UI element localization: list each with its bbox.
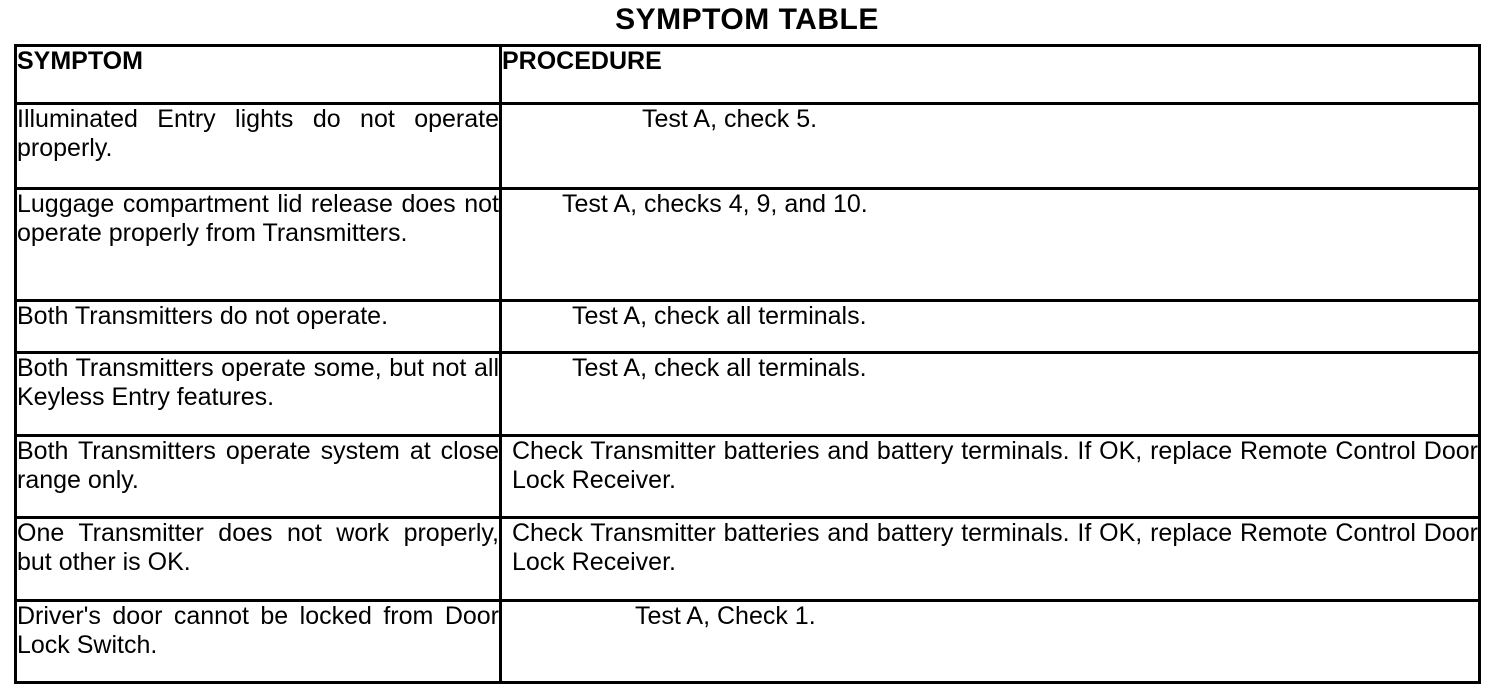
table-row bbox=[16, 104, 1480, 188]
symptom-cell: Both Transmitters operate some, but not all Keyless Entry features. bbox=[16, 353, 501, 435]
symptom-table bbox=[14, 44, 1481, 684]
procedure-cell: Test A, Check 1. bbox=[501, 600, 1480, 682]
procedure-cell: Check Transmitter batteries and battery terminals. If OK, replace Remote Control Door Lock Receiver. bbox=[501, 435, 1480, 517]
procedure-column-header: PROCEDURE bbox=[501, 46, 1480, 104]
page-title: SYMPTOM TABLE bbox=[615, 3, 879, 36]
symptom-cell: Both Transmitters do not operate. bbox=[16, 301, 501, 353]
procedure-cell: Test A, check 5. bbox=[501, 104, 1480, 188]
symptom-cell: Luggage compartment lid release does not operate properly from Transmitters. bbox=[16, 188, 501, 301]
table-row bbox=[16, 435, 1480, 517]
procedure-cell: Test A, checks 4, 9, and 10. bbox=[501, 188, 1480, 301]
symptom-cell: Driver's door cannot be locked from Door Lock Switch. bbox=[16, 600, 501, 682]
procedure-cell: Test A, check all terminals. bbox=[501, 301, 1480, 353]
table-row bbox=[16, 353, 1480, 435]
symptom-column-header: SYMPTOM bbox=[16, 46, 501, 104]
table-row bbox=[16, 518, 1480, 600]
symptom-cell: One Transmitter does not work properly, but other is OK. bbox=[16, 518, 501, 600]
procedure-cell: Test A, check all terminals. bbox=[501, 353, 1480, 435]
procedure-cell: Check Transmitter batteries and battery terminals. If OK, replace Remote Control Door Lock Receiver. bbox=[501, 518, 1480, 600]
header-row bbox=[16, 46, 1480, 104]
table-row bbox=[16, 188, 1480, 301]
table-row bbox=[16, 600, 1480, 682]
table-row bbox=[16, 301, 1480, 353]
symptom-cell: Illuminated Entry lights do not operate properly. bbox=[16, 104, 501, 188]
symptom-cell: Both Transmitters operate system at close range only. bbox=[16, 435, 501, 517]
